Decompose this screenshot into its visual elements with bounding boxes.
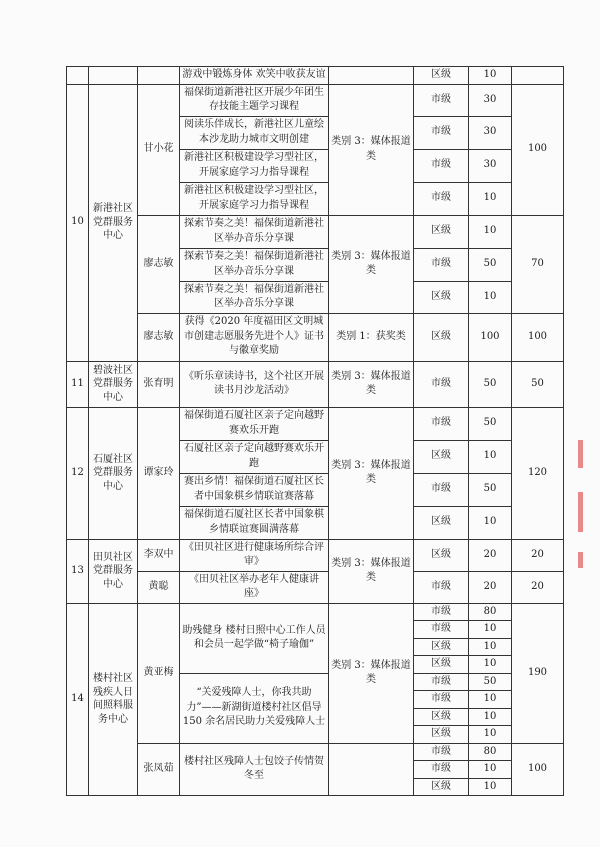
score-cell: 30 — [469, 84, 512, 116]
person-cell: 廖志敏 — [138, 313, 180, 361]
unit-cell: 楼村社区残疾人日间照料服务中心 — [89, 603, 138, 796]
level-cell: 市级 — [414, 473, 469, 506]
total-cell: 120 — [512, 407, 564, 539]
score-cell: 50 — [469, 673, 512, 691]
level-cell: 市级 — [414, 603, 469, 621]
score-cell: 10 — [469, 506, 512, 539]
score-cell: 100 — [469, 313, 512, 361]
level-cell: 市级 — [414, 743, 469, 761]
category-cell: 类别 3：媒体报道类 — [329, 215, 414, 313]
total-cell: 20 — [512, 571, 564, 603]
report-title-cell: 探索节奏之美！福保街道新港社区举办音乐分享课 — [180, 215, 329, 248]
stamp-edge-mark — [578, 440, 583, 468]
score-cell: 10 — [469, 691, 512, 709]
score-cell: 10 — [469, 726, 512, 744]
report-title-cell: 楼村社区残障人士包饺子传情贺冬至 — [180, 743, 329, 796]
report-title-cell: 福保街道石厦社区亲子定向越野赛欢乐开跑 — [180, 407, 329, 440]
table-row — [67, 539, 564, 571]
report-title-cell: 《听乐章读诗书，这个社区开展读书月沙龙活动》 — [180, 361, 329, 407]
category-cell: 类别 3：媒体报道类 — [329, 407, 414, 539]
score-cell: 30 — [469, 149, 512, 182]
total-cell — [512, 67, 564, 85]
total-cell: 190 — [512, 603, 564, 743]
score-cell: 10 — [469, 67, 512, 85]
table-row — [67, 215, 564, 248]
level-cell: 市级 — [414, 149, 469, 182]
report-title-cell: 探索节奏之美！福保街道新港社区举办音乐分享课 — [180, 281, 329, 313]
index-cell: 14 — [67, 603, 89, 796]
score-cell: 30 — [469, 116, 512, 149]
total-cell: 100 — [512, 743, 564, 796]
stamp-edge-mark — [578, 492, 583, 532]
score-cell: 20 — [469, 539, 512, 571]
person-cell: 谭家玲 — [138, 407, 180, 539]
score-cell: 10 — [469, 761, 512, 779]
level-cell: 市级 — [414, 116, 469, 149]
level-cell: 区级 — [414, 440, 469, 473]
level-cell: 市级 — [414, 182, 469, 215]
index-cell: 13 — [67, 539, 89, 603]
table-row — [67, 407, 564, 440]
report-title-cell: 《田贝社区举办老年人健康讲座》 — [180, 571, 329, 603]
unit-cell — [89, 67, 138, 85]
category-cell: 类别 1：获奖类 — [329, 313, 414, 361]
person-cell: 廖志敏 — [138, 215, 180, 313]
level-cell: 区级 — [414, 656, 469, 674]
table-row — [67, 743, 564, 761]
level-cell: 区级 — [414, 215, 469, 248]
score-cell: 50 — [469, 407, 512, 440]
person-cell: 张凤茹 — [138, 743, 180, 796]
person-cell: 黄亚梅 — [138, 603, 180, 743]
score-cell: 10 — [469, 215, 512, 248]
table-row — [67, 361, 564, 407]
score-cell: 50 — [469, 473, 512, 506]
score-cell: 50 — [469, 361, 512, 407]
report-title-cell: 《田贝社区进行健康场所综合评审》 — [180, 539, 329, 571]
unit-cell: 碧波社区党群服务中心 — [89, 361, 138, 407]
level-cell: 区级 — [414, 281, 469, 313]
index-cell: 12 — [67, 407, 89, 539]
table-row — [67, 84, 564, 116]
score-table — [66, 66, 564, 796]
unit-cell: 田贝社区党群服务中心 — [89, 539, 138, 603]
index-cell — [67, 67, 89, 85]
level-cell: 区级 — [414, 67, 469, 85]
score-cell: 20 — [469, 571, 512, 603]
score-cell: 10 — [469, 708, 512, 726]
category-cell: 类别 3：媒体报道类 — [329, 539, 414, 603]
level-cell: 市级 — [414, 571, 469, 603]
report-title-cell: 新港社区积极建设学习型社区，开展家庭学习力指导课程 — [180, 182, 329, 215]
stamp-edge-mark — [578, 552, 583, 568]
level-cell: 区级 — [414, 778, 469, 796]
total-cell: 70 — [512, 215, 564, 313]
level-cell: 区级 — [414, 708, 469, 726]
total-cell: 20 — [512, 539, 564, 571]
level-cell: 区级 — [414, 638, 469, 656]
table-row — [67, 571, 564, 603]
total-cell: 50 — [512, 361, 564, 407]
person-cell: 张育明 — [138, 361, 180, 407]
person-cell: 甘小花 — [138, 84, 180, 215]
level-cell: 区级 — [414, 539, 469, 571]
report-title-cell: 探索节奏之美！福保街道新港社区举办音乐分享课 — [180, 248, 329, 281]
level-cell: 市级 — [414, 361, 469, 407]
score-cell: 10 — [469, 440, 512, 473]
score-cell: 50 — [469, 248, 512, 281]
level-cell: 区级 — [414, 313, 469, 361]
report-title-cell: 阅读乐伴成长，新港社区儿童绘本沙龙助力城市文明创建 — [180, 116, 329, 149]
score-cell: 80 — [469, 743, 512, 761]
report-title-cell: 石厦社区亲子定向越野赛欢乐开跑 — [180, 440, 329, 473]
report-title-cell: 获得《2020 年度福田区文明城市创建志愿服务先进个人》证书与徽章奖励 — [180, 313, 329, 361]
report-title-cell: 赛出乡情！福保街道石厦社区长者中国象棋乡情联谊赛落幕 — [180, 473, 329, 506]
report-title-cell: 新港社区积极建设学习型社区，开展家庭学习力指导课程 — [180, 149, 329, 182]
report-title-cell: 福保街道新港社区开展少年团生存技能主题学习课程 — [180, 84, 329, 116]
score-cell: 10 — [469, 638, 512, 656]
score-cell: 10 — [469, 182, 512, 215]
person-cell: 李双中 — [138, 539, 180, 571]
level-cell: 市级 — [414, 248, 469, 281]
unit-cell: 新港社区党群服务中心 — [89, 84, 138, 361]
unit-cell: 石厦社区党群服务中心 — [89, 407, 138, 539]
level-cell: 市级 — [414, 691, 469, 709]
person-cell: 黄聪 — [138, 571, 180, 603]
report-title-cell: “关爱残障人士，你我共助力”——新湖街道楼村社区倡导 150 余名居民助力关爱残障人士 — [180, 673, 329, 743]
level-cell: 市级 — [414, 761, 469, 779]
score-cell: 80 — [469, 603, 512, 621]
score-cell: 10 — [469, 778, 512, 796]
table-row — [67, 603, 564, 621]
total-cell: 100 — [512, 313, 564, 361]
level-cell: 市级 — [414, 621, 469, 639]
level-cell: 市级 — [414, 673, 469, 691]
score-cell: 10 — [469, 621, 512, 639]
index-cell: 10 — [67, 84, 89, 361]
level-cell: 市级 — [414, 84, 469, 116]
table-row — [67, 67, 564, 85]
index-cell: 11 — [67, 361, 89, 407]
person-cell — [138, 67, 180, 85]
report-title-cell: 福保街道石厦社区长者中国象棋乡情联谊赛圆满落幕 — [180, 506, 329, 539]
score-cell: 10 — [469, 281, 512, 313]
table-row — [67, 313, 564, 361]
score-cell: 10 — [469, 656, 512, 674]
category-cell — [329, 743, 414, 796]
category-cell — [329, 67, 414, 85]
level-cell: 市级 — [414, 407, 469, 440]
report-title-cell: 助残健身 楼村日照中心工作人员和会员一起学做“椅子瑜伽” — [180, 603, 329, 673]
total-cell: 100 — [512, 84, 564, 215]
level-cell: 区级 — [414, 506, 469, 539]
report-title-cell: 游戏中锻炼身体 欢笑中收获友谊 — [180, 67, 329, 85]
category-cell: 类别 3：媒体报道类 — [329, 361, 414, 407]
level-cell: 区级 — [414, 726, 469, 744]
category-cell: 类别 3：媒体报道类 — [329, 603, 414, 743]
category-cell: 类别 3：媒体报道类 — [329, 84, 414, 215]
